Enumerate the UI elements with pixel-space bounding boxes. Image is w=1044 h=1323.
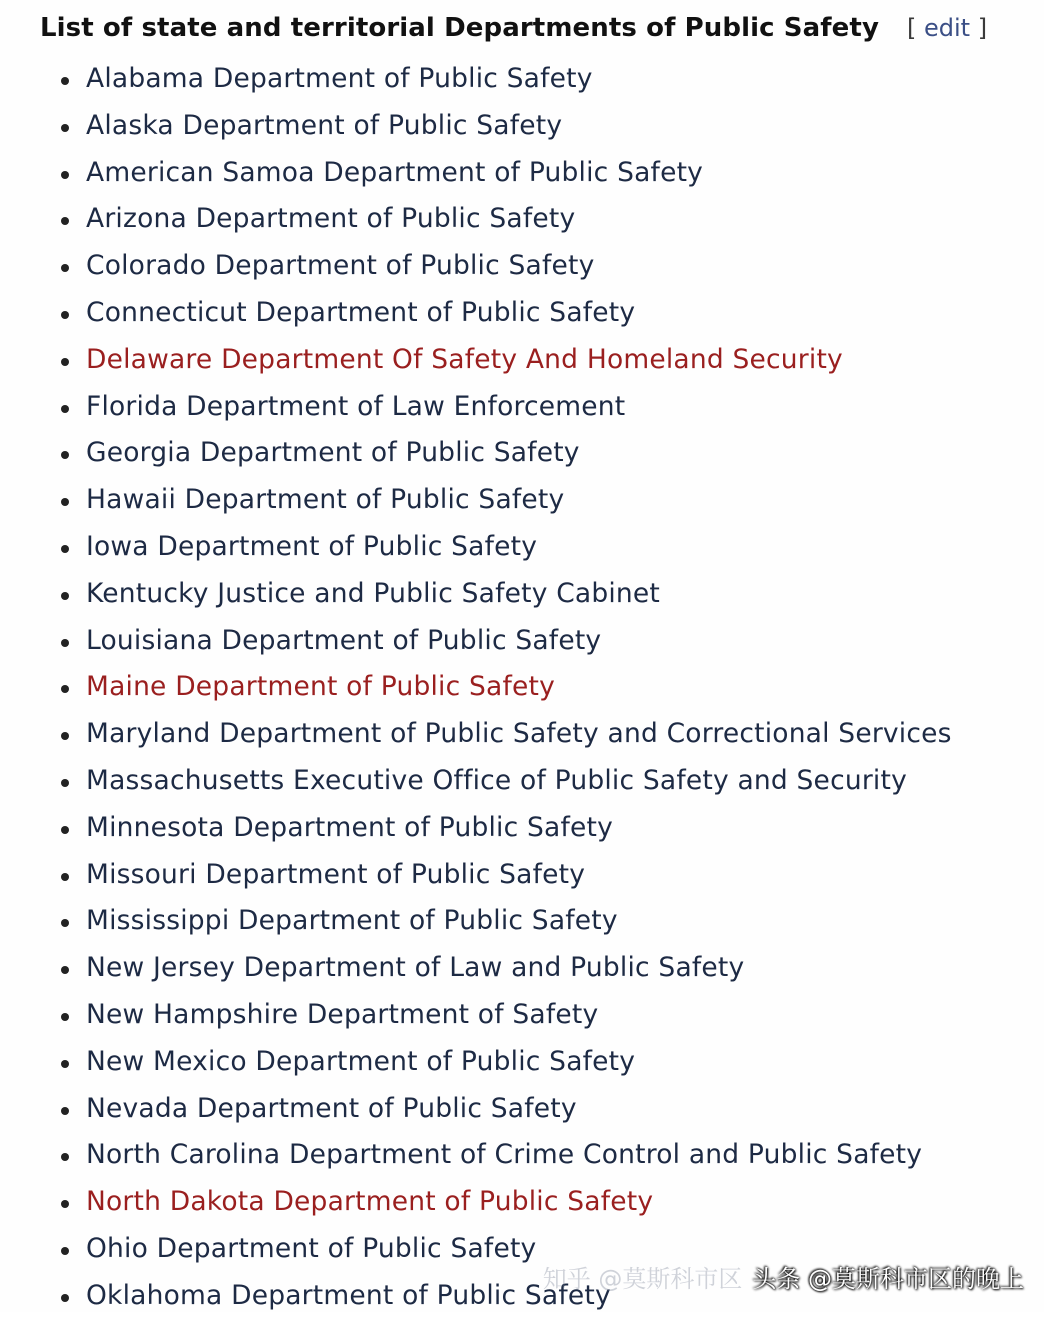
bullet-icon xyxy=(61,779,69,787)
watermark-faint-text: 知乎 @莫斯科市区 xyxy=(542,1265,743,1293)
list-item xyxy=(0,477,1044,524)
list-item xyxy=(0,805,1044,852)
list-item xyxy=(0,150,1044,197)
bullet-icon xyxy=(61,498,69,506)
list-item-link[interactable]: Minnesota Department of Public Safety xyxy=(86,811,613,843)
list-item-link[interactable]: Colorado Department of Public Safety xyxy=(86,250,595,282)
list-item xyxy=(0,618,1044,665)
bullet-icon xyxy=(61,919,69,927)
list-item xyxy=(0,852,1044,899)
list-item xyxy=(0,1086,1044,1133)
list-item xyxy=(0,290,1044,337)
list-item xyxy=(0,196,1044,243)
list-item-link[interactable]: Mississippi Department of Public Safety xyxy=(86,905,618,937)
bullet-icon xyxy=(61,592,69,600)
list-item xyxy=(0,56,1044,103)
bullet-icon xyxy=(61,311,69,319)
section-heading xyxy=(40,8,987,48)
list-item xyxy=(0,571,1044,618)
agency-list xyxy=(0,56,1044,1320)
list-item xyxy=(0,384,1044,431)
redlink-list-item-link[interactable]: North Dakota Department of Public Safety xyxy=(86,1186,654,1218)
bullet-icon xyxy=(61,1013,69,1021)
list-item xyxy=(0,1179,1044,1226)
list-item-link[interactable]: Iowa Department of Public Safety xyxy=(86,530,538,562)
bullet-icon xyxy=(61,171,69,179)
list-item-link[interactable]: Connecticut Department of Public Safety xyxy=(86,296,636,328)
bullet-icon xyxy=(61,1294,69,1302)
list-item xyxy=(0,430,1044,477)
list-item-link[interactable]: Oklahoma Department of Public Safety xyxy=(86,1279,611,1311)
list-item xyxy=(0,1132,1044,1179)
section-title: List of state and territorial Departments of Public Safety xyxy=(40,13,879,43)
list-item-link[interactable]: New Mexico Department of Public Safety xyxy=(86,1045,636,1077)
list-item-link[interactable]: North Carolina Department of Crime Control and Public Safety xyxy=(86,1139,923,1171)
watermark xyxy=(543,1259,1024,1294)
list-item xyxy=(0,1039,1044,1086)
list-item xyxy=(0,524,1044,571)
bullet-icon xyxy=(61,732,69,740)
list-item-link[interactable]: Massachusetts Executive Office of Public Safety and Security xyxy=(86,764,907,796)
list-item-link[interactable]: Nevada Department of Public Safety xyxy=(86,1092,577,1124)
bullet-icon xyxy=(61,217,69,225)
list-item-link[interactable]: Kentucky Justice and Public Safety Cabinet xyxy=(86,577,661,609)
list-item-link[interactable]: Georgia Department of Public Safety xyxy=(86,437,580,469)
list-item-link[interactable]: American Samoa Department of Public Safety xyxy=(86,156,704,188)
list-item xyxy=(0,243,1044,290)
bullet-icon xyxy=(61,966,69,974)
list-item xyxy=(0,945,1044,992)
bullet-icon xyxy=(61,873,69,881)
list-item-link[interactable]: New Jersey Department of Law and Public Safety xyxy=(86,952,745,984)
bullet-icon xyxy=(61,264,69,272)
edit-section xyxy=(907,14,987,42)
list-item-link[interactable]: Maryland Department of Public Safety and Correctional Services xyxy=(86,718,952,750)
list-item-link[interactable]: New Hampshire Department of Safety xyxy=(86,998,599,1030)
list-item xyxy=(0,992,1044,1039)
redlink-list-item-link[interactable]: Delaware Department Of Safety And Homeland Security xyxy=(86,343,843,375)
list-item xyxy=(0,711,1044,758)
list-item xyxy=(0,664,1044,711)
edit-bracket-open: [ xyxy=(907,14,924,42)
list-item-link[interactable]: Alaska Department of Public Safety xyxy=(86,109,563,141)
watermark-text: 头条 @莫斯科市区的晚上 xyxy=(752,1265,1024,1293)
list-item xyxy=(0,337,1044,384)
list-item-link[interactable]: Alabama Department of Public Safety xyxy=(86,63,593,94)
bullet-icon xyxy=(61,685,69,693)
bullet-icon xyxy=(61,77,69,85)
bullet-icon xyxy=(61,1200,69,1208)
list-item-link[interactable]: Arizona Department of Public Safety xyxy=(86,203,576,235)
list-item-link[interactable]: Missouri Department of Public Safety xyxy=(86,858,586,890)
bullet-icon xyxy=(61,639,69,647)
edit-link[interactable]: edit xyxy=(924,14,971,42)
bullet-icon xyxy=(61,545,69,553)
bullet-icon xyxy=(61,1060,69,1068)
list-item-link[interactable]: Hawaii Department of Public Safety xyxy=(86,484,565,516)
bullet-icon xyxy=(61,1107,69,1115)
list-item-link[interactable]: Florida Department of Law Enforcement xyxy=(86,390,626,422)
list-item-link[interactable]: Louisiana Department of Public Safety xyxy=(86,624,602,656)
list-item xyxy=(0,758,1044,805)
edit-bracket-close: ] xyxy=(970,14,988,42)
bullet-icon xyxy=(61,405,69,413)
bullet-icon xyxy=(61,124,69,132)
bullet-icon xyxy=(61,451,69,459)
bullet-icon xyxy=(61,1153,69,1161)
bullet-icon xyxy=(61,358,69,366)
list-item-link[interactable]: Ohio Department of Public Safety xyxy=(86,1232,537,1264)
redlink-list-item-link[interactable]: Maine Department of Public Safety xyxy=(86,671,555,703)
bullet-icon xyxy=(61,826,69,834)
list-item xyxy=(0,103,1044,150)
bullet-icon xyxy=(61,1247,69,1255)
list-item xyxy=(0,898,1044,945)
